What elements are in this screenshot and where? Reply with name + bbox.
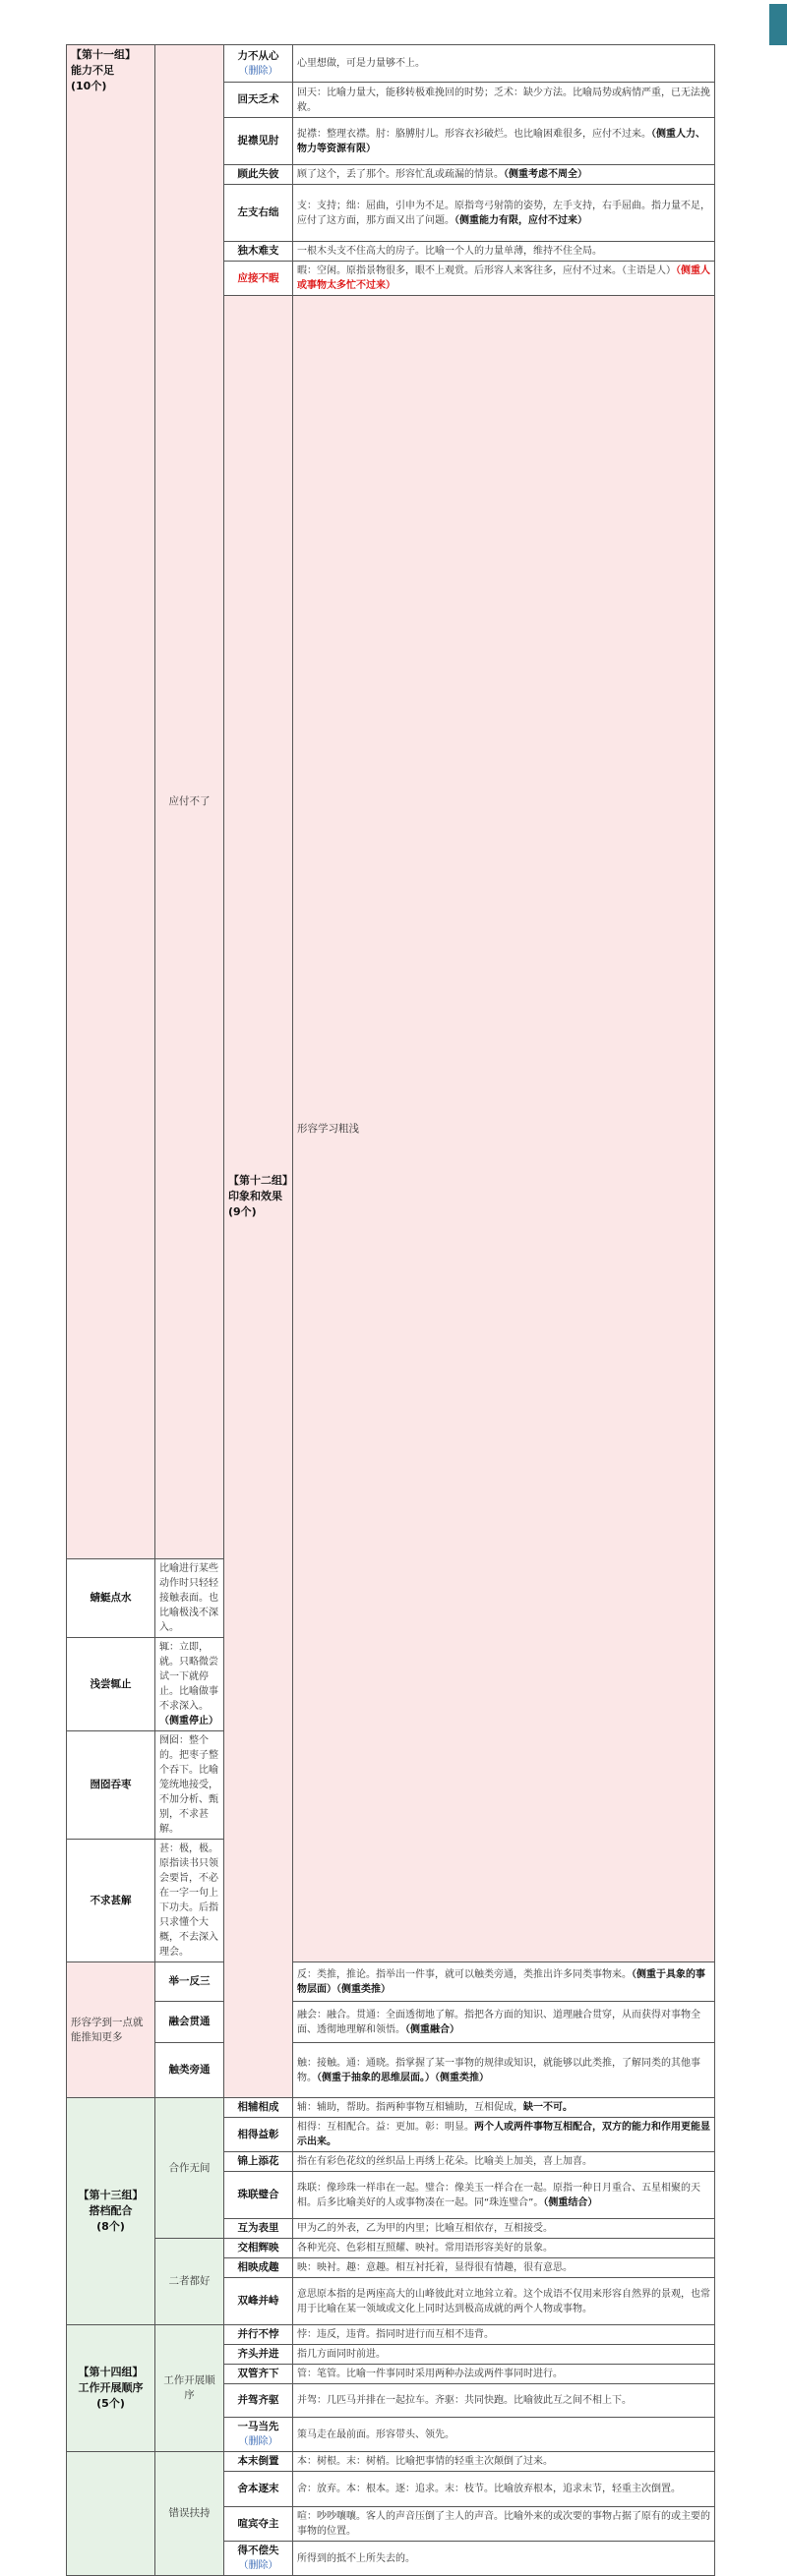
idiom-cell: 独木难支: [224, 242, 293, 262]
idiom-table: [66, 44, 715, 2576]
definition-cell: 并驾：几匹马并排在一起拉车。齐驱：共同快跑。比喻彼此互之间不相上下。: [293, 2384, 715, 2418]
idiom-cell: 回天乏术: [224, 83, 293, 118]
definition-cell: 珠联：像珍珠一样串在一起。璧合：像美玉一样合在一起。原指一种日月重合、五星相聚的天相。后多比喻美好的人或事物凑在一起。同“珠连璧合”。（侧重结合）: [293, 2172, 715, 2219]
idiom-cell: 触类旁通: [155, 2043, 224, 2098]
definition-cell: 意思原本指的是两座高大的山峰彼此对立地耸立着。这个成语不仅用来形容自然界的景观，也常用于比喻在某一领域或文化上同时达到极高成就的两个人物或事物。: [293, 2278, 715, 2325]
idiom-cell: 并行不悖: [224, 2325, 293, 2345]
definition-cell: 喧：吵吵嚷嚷。客人的声音压倒了主人的声音。比喻外来的或次要的事物占据了原有的或主要的事物的位置。: [293, 2507, 715, 2542]
group-11-label: 【第十一组】 能力不足 (10个): [67, 45, 155, 1559]
idiom-cell: 相辅相成: [224, 2098, 293, 2118]
idiom-cell: 并驾齐驱: [224, 2384, 293, 2418]
definition-cell: 囫囵：整个的。把枣子整个吞下。比喻笼统地接受，不加分析、甄别，不求甚解。: [155, 1731, 224, 1840]
idiom-cell: 齐头并进: [224, 2345, 293, 2365]
group-13-label: 【第十三组】 搭档配合 (8个): [67, 2098, 155, 2325]
definition-cell: 本：树根。末：树梢。比喻把事情的轻重主次颠倒了过来。: [293, 2452, 715, 2472]
idiom-cell: 相得益彰: [224, 2118, 293, 2152]
definition-cell: 心里想做，可是力量够不上。: [293, 45, 715, 83]
idiom-cell: 一马当先 （删除）: [224, 2418, 293, 2452]
group-12-label: 【第十二组】 印象和效果 (9个): [224, 296, 293, 2098]
idiom-cell: 应接不暇: [224, 262, 293, 296]
subgroup-label: 错误扶持: [155, 2452, 224, 2576]
subgroup-label: 合作无间: [155, 2098, 224, 2239]
subgroup-label: 工作开展顺序: [155, 2325, 224, 2452]
definition-cell: 辅：辅助，帮助。指两种事物互相辅助，互相促成，缺一不可。: [293, 2098, 715, 2118]
group-14-label: 【第十四组】 工作开展顺序 (5个): [67, 2325, 155, 2452]
idiom-cell: 双峰并峙: [224, 2278, 293, 2325]
group-15-label: [67, 2452, 155, 2576]
idiom-cell: 力不从心 （删除）: [224, 45, 293, 83]
definition-cell: 指几方面同时前进。: [293, 2345, 715, 2365]
definition-cell: 捉襟：整理衣襟。肘：胳膊肘儿。形容衣衫破烂。也比喻困难很多，应付不过来。（侧重人力、物力等资源有限）: [293, 118, 715, 165]
definition-cell: 顾了这个，丢了那个。形容忙乱或疏漏的情景。（侧重考虑不周全）: [293, 165, 715, 185]
idiom-cell: 得不偿失 （删除）: [224, 2542, 293, 2576]
idiom-cell: 交相辉映: [224, 2239, 293, 2258]
idiom-cell: 融会贯通: [155, 2002, 224, 2043]
definition-cell: 管：笔管。比喻一件事同时采用两种办法或两件事同时进行。: [293, 2365, 715, 2384]
idiom-cell: 喧宾夺主: [224, 2507, 293, 2542]
idiom-cell: 双管齐下: [224, 2365, 293, 2384]
definition-cell: 反：类推，推论。指举出一件事，就可以触类旁通，类推出许多同类事物来。（侧重于具象的事物层面）（侧重类推）: [293, 1962, 715, 2002]
definition-cell: 所得到的抵不上所失去的。: [293, 2542, 715, 2576]
definition-cell: 各种光亮、色彩相互照耀、映衬。常用语形容美好的景象。: [293, 2239, 715, 2258]
definition-cell: 悖：违反，违背。指同时进行而互相不违背。: [293, 2325, 715, 2345]
idiom-cell: 相映成趣: [224, 2258, 293, 2278]
corner-tab: [769, 4, 787, 45]
definition-cell: 指在有彩色花纹的丝织品上再绣上花朵。比喻美上加美，喜上加喜。: [293, 2152, 715, 2172]
subgroup-label: 形容学习粗浅: [293, 296, 715, 1962]
idiom-cell: 顾此失彼: [224, 165, 293, 185]
idiom-cell: 锦上添花: [224, 2152, 293, 2172]
definition-cell: 甲为乙的外表，乙为甲的内里；比喻互相依存，互相接受。: [293, 2219, 715, 2239]
definition-cell: 暇：空闲。原指景物很多，眼不上观赏。后形容人来客往多，应付不过来。（主语是人）（侧重人或事物太多忙不过来）: [293, 262, 715, 296]
definition-cell: 支：支持；绌：屈曲，引申为不足。原指弯弓射箭的姿势，左手支持，右手屈曲。指力量不足，应付了这方面，那方面又出了问题。（侧重能力有限，应付不过来）: [293, 185, 715, 242]
definition-cell: 触：接触。通：通晓。指掌握了某一事物的规律或知识，就能够以此类推，了解同类的其他事物。（侧重于抽象的思维层面。）（侧重类推）: [293, 2043, 715, 2098]
definition-cell: 一根木头支不住高大的房子。比喻一个人的力量单薄，维持不住全局。: [293, 242, 715, 262]
idiom-cell: 举一反三: [155, 1962, 224, 2002]
subgroup-label: 应付不了: [155, 45, 224, 1559]
definition-cell: 映：映衬。趣：意趣。相互衬托着，显得很有情趣，很有意思。: [293, 2258, 715, 2278]
idiom-cell: 珠联璧合: [224, 2172, 293, 2219]
definition-cell: 回天：比喻力量大，能移转极难挽回的时势；乏术：缺少方法。比喻局势或病情严重，已无法挽救。: [293, 83, 715, 118]
definition-cell: 舍：放弃。本：根本。逐：追求。末：枝节。比喻放弃根本，追求末节，轻重主次倒置。: [293, 2472, 715, 2507]
idiom-cell: 捉襟见肘: [224, 118, 293, 165]
deleted-tag: （删除）: [238, 65, 278, 77]
idiom-cell: 互为表里: [224, 2219, 293, 2239]
definition-cell: 融会：融合。贯通：全面透彻地了解。指把各方面的知识、道理融合贯穿，从而获得对事物全面、透彻地理解和领悟。（侧重融合）: [293, 2002, 715, 2043]
definition-cell: 策马走在最前面。形容带头、领先。: [293, 2418, 715, 2452]
subgroup-label: 形容学到一点就能推知更多: [67, 1962, 155, 2098]
definition-cell: 辄：立即，就。只略微尝试一下就停止。比喻做事不求深入。（侧重停止）: [155, 1638, 224, 1731]
definition-cell: 比喻进行某些动作时只轻轻接触表面。也比喻极浅不深入。: [155, 1559, 224, 1638]
idiom-cell: 不求甚解: [67, 1840, 155, 1962]
idiom-cell: 本末倒置: [224, 2452, 293, 2472]
idiom-cell: 舍本逐末: [224, 2472, 293, 2507]
subgroup-label: 二者都好: [155, 2239, 224, 2325]
idiom-cell: 左支右绌: [224, 185, 293, 242]
deleted-tag: （删除）: [238, 2560, 278, 2571]
definition-cell: 相得：互相配合。益：更加。彰：明显。两个人或两件事物互相配合，双方的能力和作用更能显示出来。: [293, 2118, 715, 2152]
deleted-tag: （删除）: [238, 2436, 278, 2447]
idiom-cell: 蜻蜓点水: [67, 1559, 155, 1638]
idiom-cell: 囫囵吞枣: [67, 1731, 155, 1840]
definition-cell: 甚：极，极。原指读书只领会要旨，不必在一字一句上下功夫。后指只求懂个大概，不去深入理会。: [155, 1840, 224, 1962]
idiom-cell: 浅尝辄止: [67, 1638, 155, 1731]
